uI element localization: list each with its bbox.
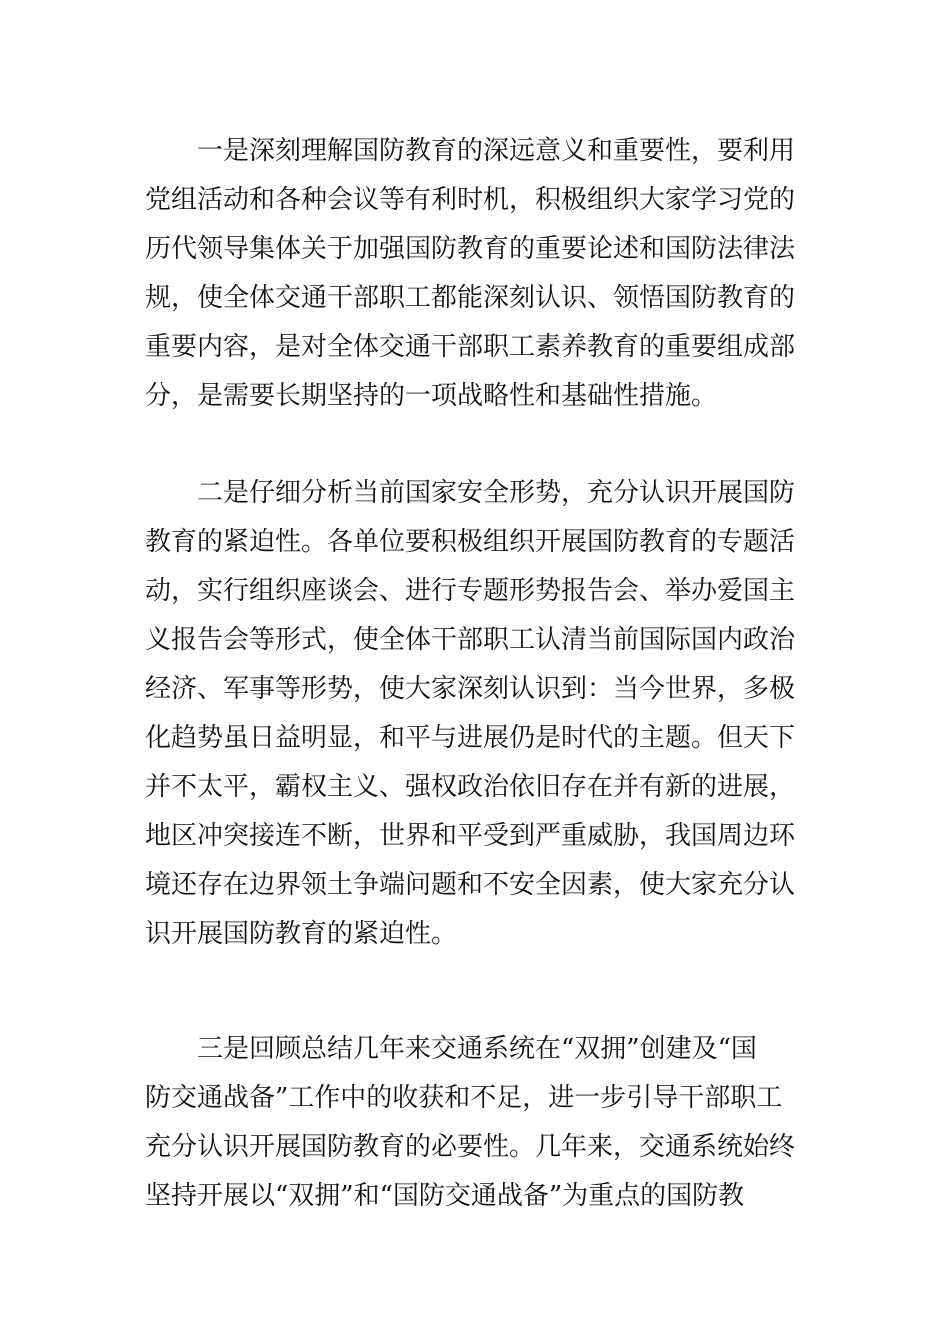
text-line: 党组活动和各种会议等有利时机，积极组织大家学习党的 (145, 185, 796, 215)
text-line: 三是回顾总结几年来交通系统在“双拥”创建及“国 (197, 1034, 757, 1064)
text-line: 充分认识开展国防教育的必要性。几年来，交通系统始终 (145, 1132, 796, 1162)
text-line: 动，实行组织座谈会、进行专题形势报告会、举办爱国主 (145, 576, 796, 606)
text-line: 并不太平，霸权主义、强权政治依旧存在并有新的进展， (145, 772, 796, 802)
paragraph-2 (145, 469, 815, 959)
text-line: 经济、军事等形势，使大家深刻认识到：当今世界，多极 (145, 674, 796, 704)
text-line: 二是仔细分析当前国家安全形势，充分认识开展国防 (197, 478, 796, 508)
text-line: 重要内容，是对全体交通干部职工素养教育的重要组成部 (145, 332, 796, 362)
text-line: 分，是需要长期坚持的一项战略性和基础性措施。 (145, 381, 718, 411)
text-line: 规，使全体交通干部职工都能深刻认识、领悟国防教育的 (145, 283, 796, 313)
text-line: 教育的紧迫性。各单位要积极组织开展国防教育的专题活 (145, 527, 796, 557)
paragraph-3 (145, 1025, 815, 1221)
text-line: 防交通战备”工作中的收获和不足，进一步引导干部职工 (145, 1083, 783, 1113)
text-line: 一是深刻理解国防教育的深远意义和重要性，要利用 (197, 136, 796, 166)
text-line: 义报告会等形式，使全体干部职工认清当前国际国内政治 (145, 625, 796, 655)
paragraph-1 (145, 127, 815, 421)
text-line: 识开展国防教育的紧迫性。 (145, 919, 458, 949)
text-line: 化趋势虽日益明显，和平与进展仍是时代的主题。但天下 (145, 723, 796, 753)
text-line: 地区冲突接连不断，世界和平受到严重威胁，我国周边环 (145, 821, 796, 851)
text-line: 境还存在边界领土争端问题和不安全因素，使大家充分认 (145, 870, 796, 900)
text-line: 坚持开展以“双拥”和“国防交通战备”为重点的国防教 (145, 1181, 745, 1211)
text-line: 历代领导集体关于加强国防教育的重要论述和国防法律法 (145, 234, 796, 264)
